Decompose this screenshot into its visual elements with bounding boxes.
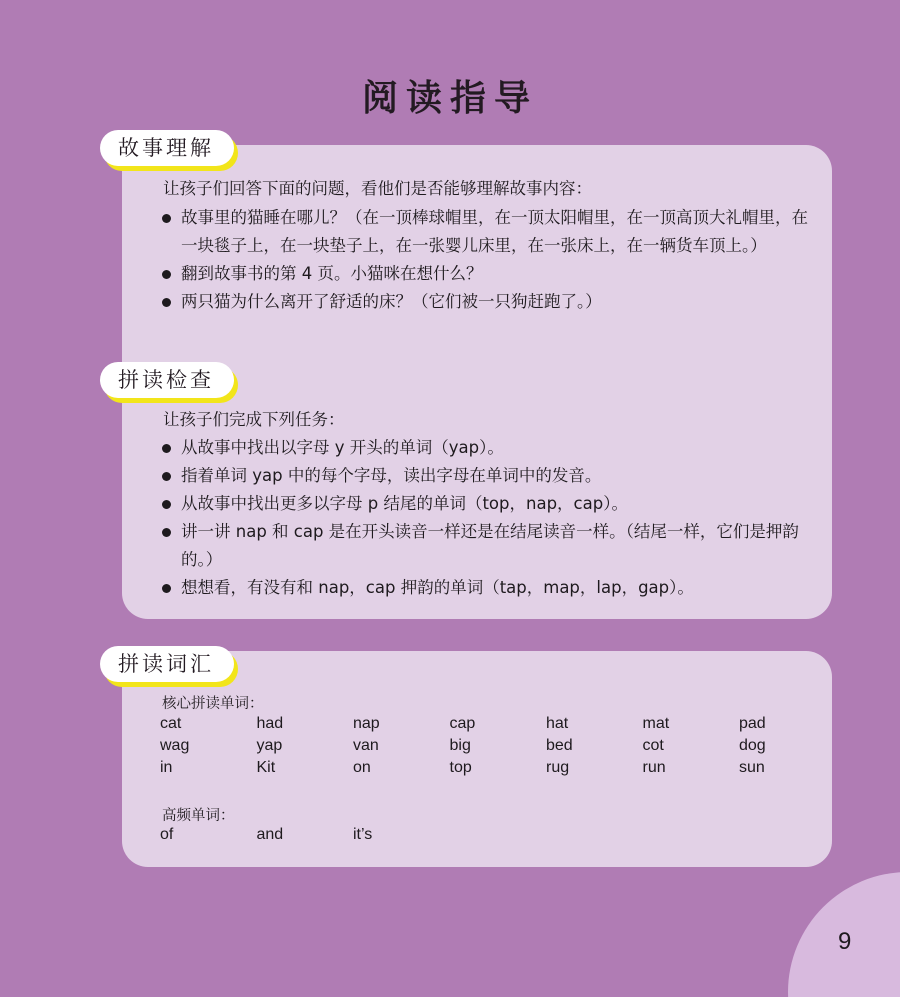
vocab-word: of [160, 826, 174, 843]
list-item: 故事里的猫睡在哪儿？（在一顶棒球帽里，在一顶太阳帽里，在一顶高顶大礼帽里，在一块毯子上，在一块垫子上，在一张婴儿床里，在一张床上，在一辆货车顶上。） [160, 204, 820, 260]
vocab-word: cap [449, 715, 476, 732]
vocab-word: Kit [256, 759, 276, 776]
page-title: 阅读指导 [361, 78, 538, 119]
vocab-word: in [160, 759, 173, 776]
comprehension-intro: 让孩子们回答下面的问题，看他们是否能够理解故事内容： [163, 179, 592, 198]
vocab-word: it’s [353, 826, 373, 843]
vocab-word: bed [546, 737, 573, 754]
vocab-word: sun [739, 759, 765, 776]
vocab-word: had [256, 715, 284, 732]
comprehension-list [160, 204, 820, 316]
list-item: 想想看，有没有和 nap，cap 押韵的单词（tap，map，lap，gap）。 [160, 574, 820, 602]
vocab-word: run [642, 759, 666, 776]
list-item: 从故事中找出更多以字母 p 结尾的单词（top，nap，cap）。 [160, 490, 820, 518]
section-heading-vocabulary: 拼读词汇 [100, 646, 234, 682]
list-item: 讲一讲 nap 和 cap 是在开头读音一样还是在结尾读音一样。（结尾一样，它们是押韵的。） [160, 518, 820, 574]
list-item: 指着单词 yap 中的每个字母，读出字母在单词中的发音。 [160, 462, 820, 490]
list-item: 翻到故事书的第 4 页。小猫咪在想什么？ [160, 260, 820, 288]
vocab-word: yap [256, 737, 283, 754]
vocab-word: hat [546, 715, 569, 732]
phonics-check-list [160, 434, 820, 602]
vocab-word: cot [642, 737, 664, 754]
core-words-grid [160, 713, 836, 779]
vocab-word: on [353, 759, 371, 776]
vocab-word: top [449, 759, 472, 776]
page-number: 9 [838, 928, 852, 955]
vocab-word: dog [739, 737, 766, 754]
vocab-word: big [449, 737, 471, 754]
vocab-word: and [256, 826, 284, 843]
core-words-label: 核心拼读单词： [162, 696, 264, 712]
section-heading-phonics-check: 拼读检查 [100, 362, 234, 398]
vocab-word: pad [739, 715, 766, 732]
vocab-word: van [353, 737, 379, 754]
vocab-word: mat [642, 715, 670, 732]
list-item: 两只猫为什么离开了舒适的床？（它们被一只狗赶跑了。） [160, 288, 820, 316]
high-frequency-words-label: 高频单词： [162, 808, 235, 824]
vocab-word: nap [353, 715, 380, 732]
vocab-word: rug [546, 759, 570, 776]
high-frequency-words-grid [160, 824, 836, 846]
phonics-check-intro: 让孩子们完成下列任务： [163, 410, 345, 429]
vocab-word: wag [160, 737, 190, 754]
list-item: 从故事中找出以字母 y 开头的单词（yap）。 [160, 434, 820, 462]
section-heading-comprehension: 故事理解 [100, 130, 234, 166]
vocab-word: cat [160, 715, 182, 732]
